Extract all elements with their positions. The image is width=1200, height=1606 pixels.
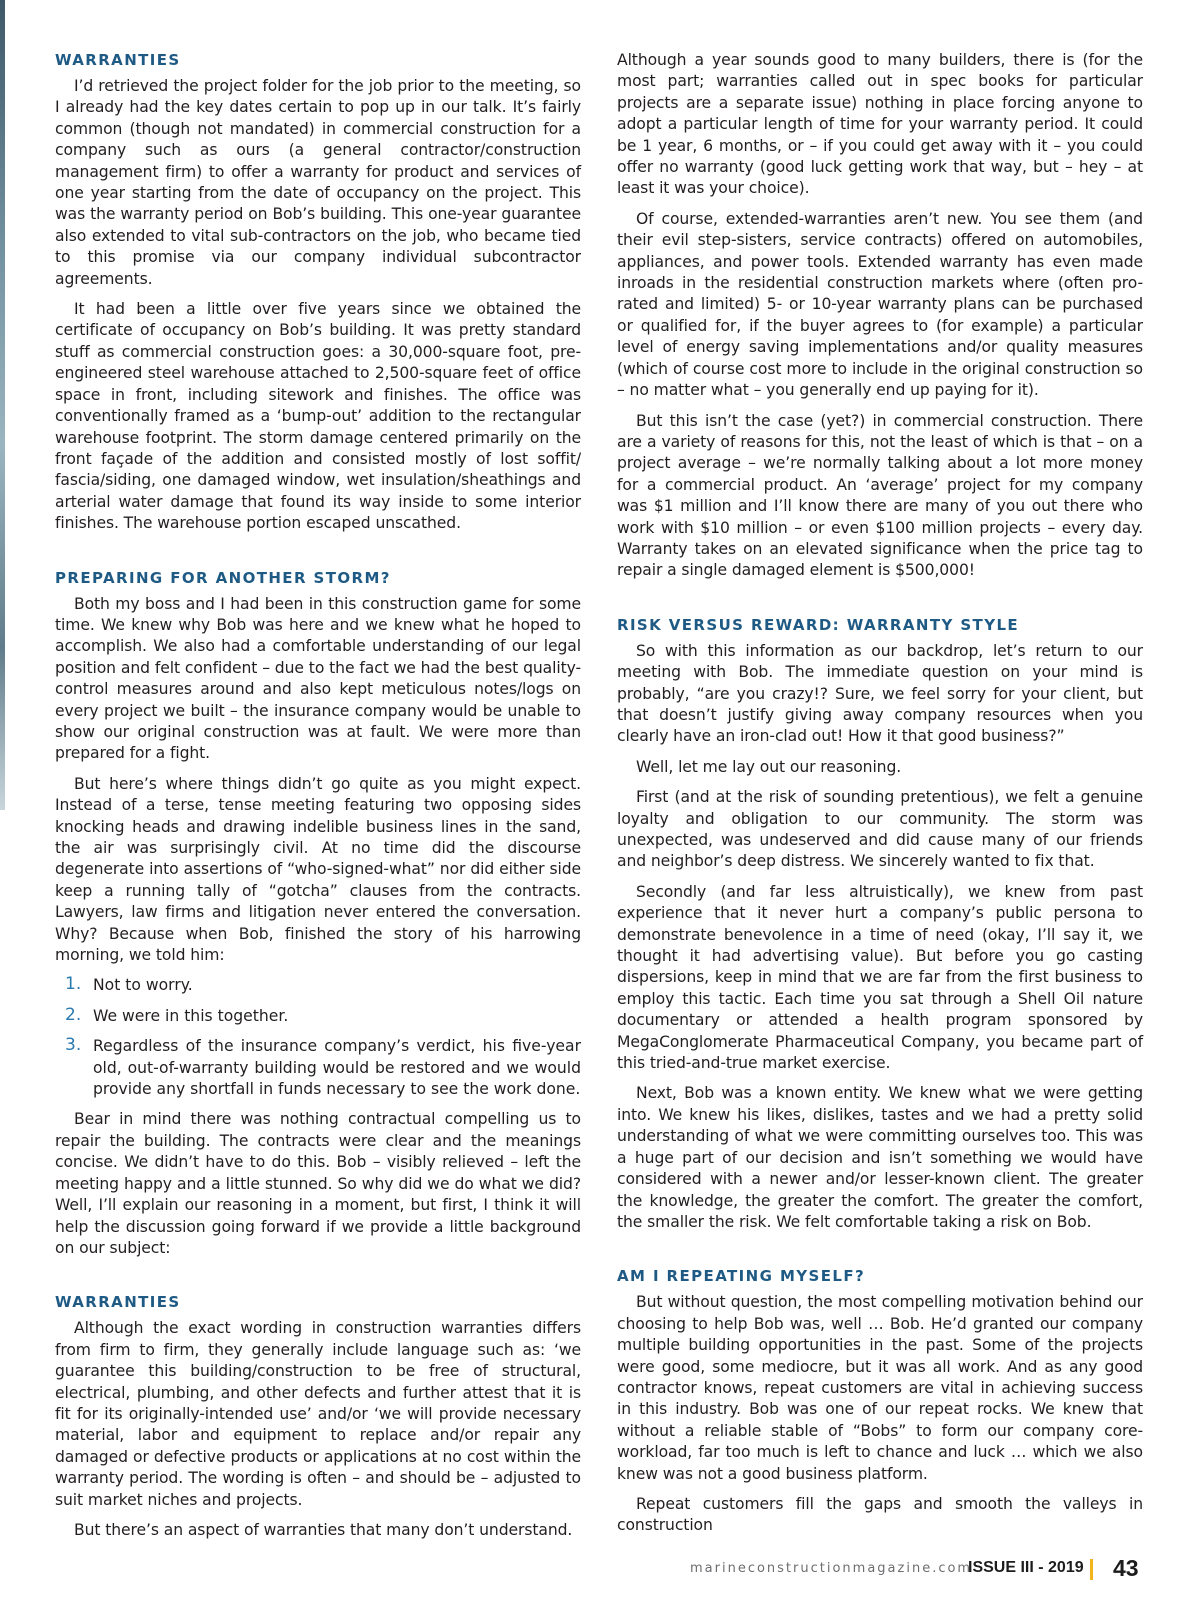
list-number: 1. [65, 974, 82, 995]
paragraph: Although a year sounds good to many builders, there is (for the most part; warranties called out in spec books for particular projects are a separate issue) nothing in place forcing anyone to adopt a particular length of time for your warranty period. It could be 1 year, 6 months, or – if you could get away with it – you could offer no warranty (good luck getting work that way, but – hey – at least it was your choice). [617, 51, 1143, 198]
paragraph: Secondly (and far less altruistically), we knew from past experience that it never hurt a company’s public persona to demonstrate benevolence in a time of need (okay, I’ll say it, we thought it had advertising value). But before you go casting dispersions, keep in mind that we are far from the first business to employ this tactic. Each time you sat through a Shell Oil nature documentary or attended a health program sponsored by MegaConglomerate Pharmaceutical Company, you became part of this tried-and-true market exercise. [617, 882, 1143, 1073]
paragraph: But without question, the most compelling motivation behind our choosing to help Bob was, well … Bob. He’d granted our company multiple building opportunities in the past. Some of the projects were good, some mediocre, but it was all work. And as any good contractor knows, repeat customers are vital in achieving success in this industry. Bob was one of our repeat rocks. We knew that without a reliable stable of “Bobs” to form our company core-workload, far too much is left to chance and luck … which we also knew was not a good business platform. [617, 1293, 1143, 1483]
list-number: 2. [65, 1004, 82, 1025]
list-item-text: Not to worry. [93, 976, 193, 995]
paragraph: Of course, extended-warranties aren’t new. You see them (and their evil step-sisters, service contracts) offered on automobiles, appliances, and power tools. Extended warranty has even made inroads in the residential construction markets where (often pro-rated and limited) 5- or 10-year warranty plans can be purchased or qualified for, if the buyer agrees to (for example) a particular level of energy saving implementations and/or quality measures (which of course cost more to include in the original construction so – no matter what – you generally end up paying for it). [617, 209, 1143, 400]
paragraph: Next, Bob was a known entity. We knew what we were getting into. We knew his likes, dislikes, tastes and we had a pretty solid understanding of what we were committing ourselves too. This was a huge part of our decision and isn’t something we would have considered with a newer and/or lesser-known client. The greater the knowledge, the greater the comfort. The greater the comfort, the smaller the risk. We felt comfortable taking a risk on Bob. [617, 1084, 1143, 1231]
paragraph: But there’s an aspect of warranties that many don’t understand. [74, 1520, 573, 1539]
paragraph: So with this information as our backdrop, let’s return to our meeting with Bob. The immediate question on your mind is probably, “are you crazy!? Sure, we feel sorry for your client, but that doesn’t justify giving away company resources when you clearly have an iron-clad out! How it that good business?” [617, 641, 1143, 746]
paragraph: First (and at the risk of sounding pretentious), we felt a genuine loyalty and obligation to our community. The storm was unexpected, was undeserved and did cause many of our friends and neighbor’s deep distress. We sincerely wanted to fix that. [617, 788, 1143, 871]
paragraph: Although the exact wording in construction warranties differs from firm to firm, they generally include language such as: ‘we guarantee this building/construction to be free of structural, electrical, plumbing, and other defects and further attest that it is fit for its originally-intended use’ and/or ‘we will provide necessary material, labor and equipment to replace and/or repair any damaged or defective products or applications at no cost within the warranty period. The wording is often – and should be – adjusted to suit market niches and projects. [55, 1319, 581, 1509]
list-item [55, 1036, 581, 1100]
numbered-list [55, 975, 581, 1100]
paragraph: But here’s where things didn’t go quite as you might expect. Instead of a terse, tense meeting featuring two opposing sides knocking heads and drawing indelible business lines in the sand, the air was surprisingly civil. At no time did the discourse degenerate into assertions of “who-signed-what” nor did either side keep a running tally of “gotcha” clauses from the contracts. Lawyers, law firms and litigation never entered the conversation. Why? Because when Bob, finished the story of his harrowing morning, we told him: [55, 774, 581, 965]
list-item [55, 1006, 581, 1027]
paragraph: Bear in mind there was nothing contractual compelling us to repair the building. The contracts were clear and the meanings concise. We didn’t have to do this. Bob – visibly relieved – left the meeting happy and a little stunned. So why did we do what we did? Well, I’ll explain our reasoning in a moment, but first, I think it will help the discussion going forward if we provide a little background on our subject: [55, 1110, 581, 1257]
section-heading-am-i-repeating: AM I REPEATING MYSELF? [617, 1267, 866, 1286]
footer-divider-bar [1090, 1559, 1093, 1580]
paragraph: Well, let me lay out our reasoning. [636, 757, 902, 776]
left-column [55, 50, 581, 1550]
paragraph: It had been a little over five years since we obtained the certificate of occupancy on Bob’s building. It was pretty standard stuff as commercial construction goes: a 30,000-square foot, pre-engineered steel warehouse attached to 2,500-square feet of office space in front, including sitework and finishes. The office was conventionally framed as a ‘bump-out’ addition to the rectangular warehouse footprint. The storm damage centered primarily on the front façade of the addition and consisted mostly of lost soffit/ fascia/siding, one damaged window, wet insulation/sheathings and arterial water damage that found its way inside to some interior finishes. The warehouse portion escaped unscathed. [55, 300, 581, 533]
right-column [617, 50, 1143, 1546]
list-item-text: Regardless of the insurance company’s verdict, his five-year old, out-of-warranty building would be restored and we would provide any shortfall in funds necessary to see the work done. [93, 1037, 581, 1099]
list-item [55, 975, 581, 996]
list-item-text: We were in this together. [93, 1006, 289, 1025]
section-heading-warranties: WARRANTIES [55, 51, 181, 69]
page-footer [0, 1557, 1200, 1587]
edge-photo-strip [0, 0, 5, 810]
page-number: 43 [1113, 1555, 1139, 1581]
section-heading-risk-versus-reward: RISK VERSUS REWARD: WARRANTY STYLE [617, 615, 1020, 634]
section-heading-warranties-2: WARRANTIES [55, 1293, 181, 1312]
list-number: 3. [65, 1035, 82, 1056]
footer-issue: ISSUE III - 2019 [968, 1559, 1084, 1576]
footer-website: marineconstructionmagazine.com [690, 1561, 973, 1576]
section-heading-preparing: PREPARING FOR ANOTHER STORM? [55, 568, 391, 587]
paragraph: Repeat customers fill the gaps and smooth the valleys in construction [617, 1494, 1143, 1535]
paragraph: I’d retrieved the project folder for the job prior to the meeting, so I already had the key dates certain to pop up in our talk. It’s fairly common (though not mandated) in commercial construction for a company such as ours (a general contractor/construction management firm) to offer a warranty for product and services of one year starting from the date of occupancy on the project. This was the warranty period on Bob’s building. This one-year guarantee also extended to vital sub-contractors on the job, who became tied to this promise via our company individual subcontractor agreements. [55, 77, 581, 288]
paragraph: Both my boss and I had been in this construction game for some time. We knew why Bob was here and we knew what he hoped to accomplish. We also had a comfortable understanding of our legal position and felt confident – due to the fact we had the best quality-control measures around and also kept meticulous notes/logs on every project we built – the insurance company would be unable to show our original construction was at fault. We were more than prepared for a fight. [55, 594, 581, 763]
paragraph: But this isn’t the case (yet?) in commercial construction. There are a variety of reasons for this, not the least of which is that – on a project average – we’re normally talking about a lot more money for a commercial product. An ‘average’ project for my company was $1 million and I’ll know there are many of you out there who work with $10 million – or even $100 million projects – every day. Warranty takes on an elevated significance when the price tag to repair a single damaged element is $500,000! [617, 411, 1143, 580]
